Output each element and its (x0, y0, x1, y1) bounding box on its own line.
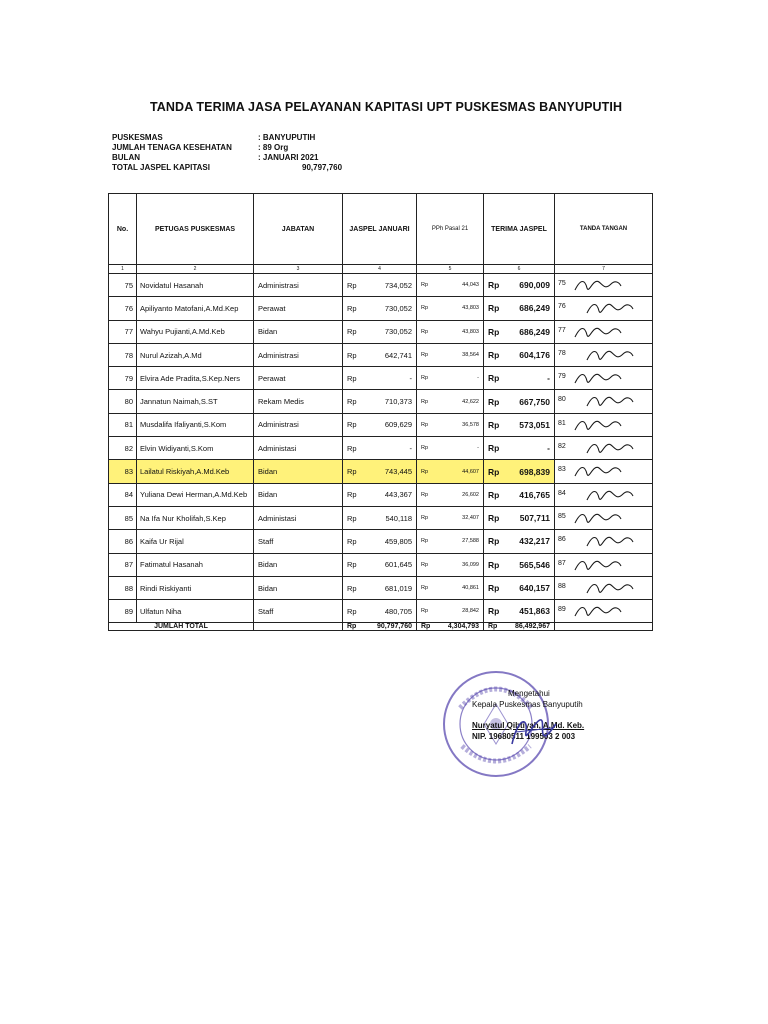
jas-cell (343, 343, 417, 366)
col-header-jabatan: JABATAN (254, 194, 343, 265)
terima-amount: - (547, 373, 550, 384)
pph-cell (417, 576, 484, 599)
row-number: 75 (109, 274, 137, 297)
signature-cell (555, 530, 653, 553)
signature-cell (555, 413, 653, 436)
jas-cell (343, 274, 417, 297)
pph-amount: 42,622 (462, 398, 479, 405)
table-row (109, 413, 653, 436)
signature-cell (555, 343, 653, 366)
signature-scribble (573, 369, 623, 387)
table-row (109, 600, 653, 623)
terima-amount: 416,765 (519, 489, 550, 500)
currency-label: Rp (488, 583, 500, 593)
currency-label: Rp (347, 623, 357, 631)
ter-cell (484, 576, 555, 599)
signature-number: 78 (558, 349, 566, 357)
staff-name: Elvin Widiyanti,S.Kom (137, 437, 254, 460)
signature-scribble (573, 323, 623, 341)
job-title: Bidan (254, 576, 343, 599)
col-header-petugas: PETUGAS PUSKESMAS (137, 194, 254, 265)
jas-cell (343, 483, 417, 506)
head-signature (508, 714, 558, 748)
currency-label: Rp (421, 515, 429, 522)
total-pph: 4,304,793 (447, 623, 479, 631)
job-title: Administasi (254, 437, 343, 460)
row-number: 88 (109, 576, 137, 599)
pph-cell (417, 506, 484, 529)
currency-label: Rp (421, 561, 429, 568)
total-terima-cell (484, 623, 555, 631)
jaspel-amount: 480,705 (384, 606, 412, 616)
jas-cell (343, 506, 417, 529)
signature-number: 79 (558, 373, 566, 381)
pph-amount: 43,803 (462, 328, 479, 335)
ter-cell (484, 367, 555, 390)
signature-number: 89 (558, 606, 566, 614)
signature-cell (555, 460, 653, 483)
job-title: Bidan (254, 460, 343, 483)
terima-amount: 604,176 (519, 350, 550, 361)
terima-amount: 565,546 (519, 559, 550, 570)
row-number: 86 (109, 530, 137, 553)
pph-amount: 28,842 (462, 608, 479, 615)
ter-cell (484, 600, 555, 623)
currency-label: Rp (421, 375, 429, 382)
staff-name: Wahyu Pujianti,A.Md.Keb (137, 320, 254, 343)
row-number: 78 (109, 343, 137, 366)
pph-cell (417, 483, 484, 506)
pph-amount: 32,407 (462, 515, 479, 522)
jaspel-amount: 730,052 (384, 327, 412, 337)
jaspel-amount: 459,805 (384, 536, 412, 546)
currency-label: Rp (347, 397, 357, 407)
ter-cell (484, 390, 555, 413)
job-title: Administrasi (254, 413, 343, 436)
jas-cell (343, 553, 417, 576)
ter-cell (484, 297, 555, 320)
job-title: Perawat (254, 297, 343, 320)
signature-cell (555, 483, 653, 506)
signature-cell (555, 600, 653, 623)
staff-name: Elvira Ade Pradita,S.Kep.Ners (137, 367, 254, 390)
col-header-jaspel: JASPEL JANUARI (343, 194, 417, 265)
signature-cell (555, 320, 653, 343)
info-label: BULAN (112, 153, 140, 162)
jaspel-amount: 710,373 (384, 397, 412, 407)
staff-name: Novidatul Hasanah (137, 274, 254, 297)
signature-number: 83 (558, 466, 566, 474)
pph-amount: 26,602 (462, 491, 479, 498)
signature-number: 84 (558, 489, 566, 497)
table-row (109, 343, 653, 366)
job-title: Bidan (254, 320, 343, 343)
staff-name: Musdalifa Ifaliyanti,S.Kom (137, 413, 254, 436)
terima-amount: - (547, 443, 550, 454)
ter-cell (484, 437, 555, 460)
column-number-row (109, 265, 653, 274)
table-row (109, 367, 653, 390)
info-value: : BANYUPUTIH (258, 133, 316, 142)
pph-cell (417, 530, 484, 553)
info-value: 90,797,760 (302, 163, 343, 172)
ter-cell (484, 553, 555, 576)
ter-cell (484, 460, 555, 483)
currency-label: Rp (421, 538, 429, 545)
currency-label: Rp (347, 327, 357, 337)
jaspel-amount: - (409, 373, 412, 383)
row-number: 77 (109, 320, 137, 343)
pph-cell (417, 553, 484, 576)
row-number: 80 (109, 390, 137, 413)
row-number: 81 (109, 413, 137, 436)
jas-cell (343, 460, 417, 483)
column-number: 7 (555, 265, 653, 274)
signature-number: 82 (558, 443, 566, 451)
column-number: 2 (137, 265, 254, 274)
signature-number: 75 (558, 280, 566, 287)
staff-name: Fatimatul Hasanah (137, 553, 254, 576)
currency-label: Rp (421, 398, 429, 405)
signature-scribble (585, 439, 635, 457)
pph-cell (417, 460, 484, 483)
pph-cell (417, 343, 484, 366)
currency-label: Rp (347, 280, 357, 290)
currency-label: Rp (488, 350, 500, 361)
jas-cell (343, 576, 417, 599)
signature-number: 87 (558, 559, 566, 567)
row-number: 85 (109, 506, 137, 529)
signature-number: 88 (558, 582, 566, 590)
currency-label: Rp (488, 559, 500, 570)
row-number: 89 (109, 600, 137, 623)
currency-label: Rp (347, 373, 357, 383)
total-jabatan-cell (254, 623, 343, 631)
currency-label: Rp (421, 305, 429, 312)
currency-label: Rp (421, 352, 429, 359)
approval-name: Nuryatul Qibtiyah, A.Md. Keb. (472, 721, 585, 730)
signature-scribble (573, 602, 623, 620)
table-row (109, 274, 653, 297)
currency-label: Rp (421, 623, 431, 631)
signature-scribble (585, 346, 635, 364)
job-title: Staff (254, 530, 343, 553)
row-number: 87 (109, 553, 137, 576)
job-title: Administasi (254, 506, 343, 529)
terima-amount: 667,750 (519, 396, 550, 407)
pph-cell (417, 297, 484, 320)
pph-cell (417, 600, 484, 623)
signature-cell (555, 367, 653, 390)
currency-label: Rp (488, 419, 500, 430)
signature-cell (555, 274, 653, 297)
job-title: Bidan (254, 483, 343, 506)
signature-scribble (573, 276, 623, 294)
terima-amount: 686,249 (519, 326, 550, 337)
info-label: JUMLAH TENAGA KESEHATAN (112, 143, 232, 152)
currency-label: Rp (488, 443, 500, 454)
currency-label: Rp (347, 560, 357, 570)
jaspel-amount: 743,445 (384, 467, 412, 477)
terima-amount: 432,217 (519, 536, 550, 547)
signature-scribble (573, 416, 623, 434)
table-row (109, 460, 653, 483)
staff-name: Rindi Riskiyanti (137, 576, 254, 599)
row-number: 83 (109, 460, 137, 483)
signature-scribble (585, 579, 635, 597)
total-jaspel-cell (343, 623, 417, 631)
column-number: 4 (343, 265, 417, 274)
jaspel-amount: 681,019 (384, 583, 412, 593)
ter-cell (484, 413, 555, 436)
jas-cell (343, 437, 417, 460)
currency-label: Rp (488, 326, 500, 337)
pph-cell (417, 367, 484, 390)
staff-name: Ulfatun Niha (137, 600, 254, 623)
table-row (109, 390, 653, 413)
jaspel-amount: 642,741 (384, 350, 412, 360)
pph-cell (417, 437, 484, 460)
currency-label: Rp (347, 490, 357, 500)
col-header-no: No. (109, 194, 137, 265)
ter-cell (484, 343, 555, 366)
currency-label: Rp (347, 536, 357, 546)
jaspel-table (108, 193, 653, 631)
column-number: 6 (484, 265, 555, 274)
signature-scribble (573, 462, 623, 480)
signature-cell (555, 553, 653, 576)
jaspel-amount: 730,052 (384, 303, 412, 313)
col-header-pph: PPh Pasal 21 (417, 194, 484, 265)
jaspel-amount: 443,367 (384, 490, 412, 500)
ter-cell (484, 320, 555, 343)
job-title: Administrasi (254, 343, 343, 366)
currency-label: Rp (421, 608, 429, 615)
jaspel-amount: 609,629 (384, 420, 412, 430)
terima-amount: 686,249 (519, 303, 550, 314)
jas-cell (343, 320, 417, 343)
currency-label: Rp (421, 328, 429, 335)
table-row (109, 576, 653, 599)
currency-label: Rp (347, 420, 357, 430)
currency-label: Rp (421, 468, 429, 475)
total-row (109, 623, 653, 631)
signature-scribble (585, 392, 635, 410)
jas-cell (343, 413, 417, 436)
signature-scribble (573, 556, 623, 574)
terima-amount: 690,009 (519, 280, 550, 291)
pph-amount: 27,588 (462, 538, 479, 545)
currency-label: Rp (488, 623, 498, 631)
signature-cell (555, 506, 653, 529)
jaspel-amount: - (409, 443, 412, 453)
staff-name: Na Ifa Nur Kholifah,S.Kep (137, 506, 254, 529)
info-value: : 89 Org (258, 143, 289, 152)
table-row (109, 297, 653, 320)
table-row (109, 437, 653, 460)
signature-number: 80 (558, 396, 566, 404)
signature-cell (555, 437, 653, 460)
approval-line-2: Kepala Puskesmas Banyuputih (472, 700, 583, 709)
ter-cell (484, 483, 555, 506)
info-label: PUSKESMAS (112, 133, 163, 142)
currency-label: Rp (347, 606, 357, 616)
currency-label: Rp (347, 303, 357, 313)
column-number: 3 (254, 265, 343, 274)
table-row (109, 320, 653, 343)
jaspel-amount: 540,118 (385, 513, 412, 523)
table-header-row (109, 194, 653, 265)
currency-label: Rp (347, 467, 357, 477)
jas-cell (343, 297, 417, 320)
row-number: 76 (109, 297, 137, 320)
ter-cell (484, 274, 555, 297)
signature-cell (555, 297, 653, 320)
job-title: Administrasi (254, 274, 343, 297)
jaspel-amount: 734,052 (384, 280, 412, 290)
currency-label: Rp (347, 513, 357, 523)
currency-label: Rp (347, 350, 357, 360)
pph-cell (417, 390, 484, 413)
signature-scribble (585, 299, 635, 317)
signature-scribble (585, 486, 635, 504)
signature-scribble (585, 532, 635, 550)
staff-name: Apiliyanto Matofani,A.Md.Kep (137, 297, 254, 320)
jas-cell (343, 367, 417, 390)
currency-label: Rp (488, 373, 500, 384)
job-title: Rekam Medis (254, 390, 343, 413)
pph-amount: - (477, 375, 479, 382)
total-jaspel: 90,797,760 (376, 623, 412, 631)
signature-number: 81 (558, 419, 566, 427)
terima-amount: 507,711 (519, 513, 550, 524)
ter-cell (484, 530, 555, 553)
document-title: TANDA TERIMA JASA PELAYANAN KAPITASI UPT PUSKESMAS BANYUPUTIH (150, 100, 623, 114)
currency-label: Rp (488, 396, 500, 407)
signature-cell (555, 390, 653, 413)
column-number: 1 (109, 265, 137, 274)
signature-number: 76 (558, 303, 566, 311)
signature-number: 77 (558, 326, 566, 334)
pph-amount: 43,803 (462, 305, 479, 312)
col-header-tanda-tangan: TANDA TANGAN (555, 194, 653, 265)
info-label: TOTAL JASPEL KAPITASI (112, 163, 210, 172)
pph-amount: 44,607 (462, 468, 479, 475)
job-title: Bidan (254, 553, 343, 576)
table-body (109, 274, 653, 623)
pph-cell (417, 274, 484, 297)
signature-number: 85 (558, 512, 566, 520)
terima-amount: 451,863 (519, 606, 550, 617)
row-number: 84 (109, 483, 137, 506)
total-sign-cell (555, 623, 653, 631)
currency-label: Rp (421, 585, 429, 591)
signature-cell (555, 576, 653, 599)
pph-amount: 36,099 (462, 561, 479, 568)
signature-scribble (573, 509, 623, 527)
jas-cell (343, 600, 417, 623)
row-number: 82 (109, 437, 137, 460)
jaspel-amount: 601,645 (384, 560, 412, 570)
currency-label: Rp (488, 280, 500, 291)
approval-line-1: Mengetahui (508, 689, 550, 698)
info-value: : JANUARI 2021 (258, 153, 319, 162)
staff-name: Lailatul Riskiyah,A.Md.Keb (137, 460, 254, 483)
job-title: Perawat (254, 367, 343, 390)
currency-label: Rp (421, 421, 429, 428)
currency-label: Rp (488, 513, 500, 524)
terima-amount: 640,157 (519, 583, 550, 593)
total-label: JUMLAH TOTAL (109, 623, 254, 631)
total-terima: 86,492,967 (514, 623, 550, 631)
currency-label: Rp (488, 536, 500, 547)
staff-name: Jannatun Naimah,S.ST (137, 390, 254, 413)
terima-amount: 573,051 (519, 419, 550, 430)
approval-nip: NIP. 19680511 199503 2 003 (472, 732, 576, 741)
currency-label: Rp (347, 583, 357, 593)
table-row (109, 483, 653, 506)
currency-label: Rp (421, 491, 429, 498)
pph-cell (417, 320, 484, 343)
currency-label: Rp (347, 443, 357, 453)
staff-name: Kaifa Ur Rijal (137, 530, 254, 553)
job-title: Staff (254, 600, 343, 623)
pph-cell (417, 413, 484, 436)
staff-name: Nurul Azizah,A.Md (137, 343, 254, 366)
row-number: 79 (109, 367, 137, 390)
currency-label: Rp (488, 466, 500, 477)
pph-amount: 38,564 (462, 352, 479, 359)
jas-cell (343, 530, 417, 553)
currency-label: Rp (421, 445, 429, 452)
pph-amount: 36,578 (462, 421, 479, 428)
table-row (109, 530, 653, 553)
currency-label: Rp (488, 606, 500, 617)
column-number: 5 (417, 265, 484, 274)
table-row (109, 553, 653, 576)
pph-amount: 40,861 (462, 585, 479, 591)
currency-label: Rp (488, 303, 500, 314)
jas-cell (343, 390, 417, 413)
ter-cell (484, 506, 555, 529)
total-pph-cell (417, 623, 484, 631)
pph-amount: 44,043 (462, 282, 479, 289)
currency-label: Rp (488, 489, 500, 500)
col-header-terima: TERIMA JASPEL (484, 194, 555, 265)
staff-name: Yuliana Dewi Herman,A.Md.Keb (137, 483, 254, 506)
signature-number: 86 (558, 536, 566, 544)
table-row (109, 506, 653, 529)
currency-label: Rp (421, 282, 429, 289)
terima-amount: 698,839 (519, 466, 550, 477)
pph-amount: - (477, 445, 479, 452)
